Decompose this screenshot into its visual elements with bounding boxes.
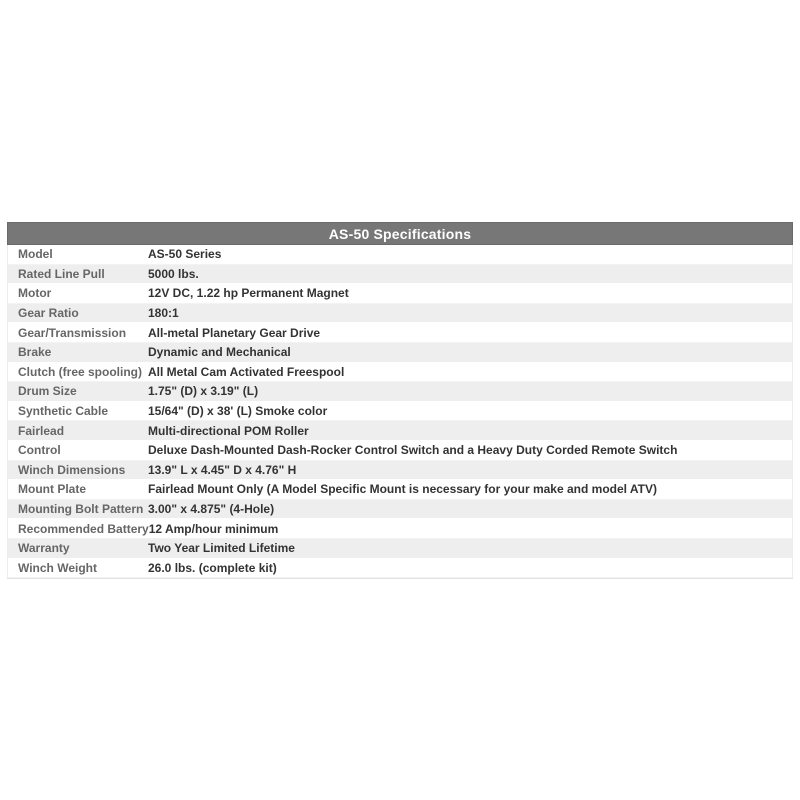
table-row [8,402,792,422]
spec-label: Winch Weight [18,560,97,575]
spec-table-title: AS-50 Specifications [7,222,793,245]
spec-value: 26.0 lbs. (complete kit) [148,560,277,575]
spec-label: Clutch (free spooling) [18,364,142,379]
spec-label: Gear/Transmission [18,325,127,340]
spec-table [7,222,793,579]
table-row [8,304,792,324]
spec-label: Model [18,247,53,262]
spec-label: Rated Line Pull [18,266,105,281]
table-row [8,343,792,363]
spec-label: Gear Ratio [18,306,79,321]
spec-value: Dynamic and Mechanical [148,345,291,360]
table-row [8,461,792,481]
spec-value: AS-50 Series [148,247,222,262]
table-row [8,559,792,579]
spec-label: Brake [18,345,52,360]
spec-value: Deluxe Dash-Mounted Dash-Rocker Control Switch and a Heavy Duty Corded Remote Switch [148,443,678,458]
spec-label: Mount Plate [18,482,86,497]
table-row [8,382,792,402]
spec-value: 5000 lbs. [148,266,199,281]
spec-value: Multi-directional POM Roller [148,423,309,438]
spec-label: Fairlead [18,423,65,438]
table-row [8,363,792,383]
table-row [8,500,792,520]
table-row [8,539,792,559]
spec-label: Winch Dimensions [18,462,126,477]
table-row [8,245,792,265]
spec-value: Fairlead Mount Only (A Model Specific Mount is necessary for your make and model ATV) [148,482,657,497]
spec-value: Two Year Limited Lifetime [148,541,295,556]
spec-label: Mounting Bolt Pattern [18,502,144,517]
spec-label: Recommended Battery [18,521,149,536]
spec-value: All Metal Cam Activated Freespool [148,364,345,379]
table-row [8,421,792,441]
spec-value: 12V DC, 1.22 hp Permanent Magnet [148,286,349,301]
spec-label: Drum Size [18,384,77,399]
spec-value: 180:1 [148,306,179,321]
spec-value: 1.75" (D) x 3.19" (L) [148,384,259,399]
spec-value: 15/64" (D) x 38' (L) Smoke color [148,404,328,419]
spec-value: 12 Amp/hour minimum [148,521,279,536]
spec-table-body [7,245,793,578]
spec-value: 3.00" x 4.875" (4-Hole) [148,502,275,517]
table-row [8,265,792,285]
spec-value: All-metal Planetary Gear Drive [148,325,321,340]
spec-label: Warranty [18,541,70,556]
table-row [8,441,792,461]
table-row [8,284,792,304]
table-row [8,480,792,500]
table-row [8,519,792,539]
spec-label: Motor [18,286,52,301]
spec-value: 13.9" L x 4.45" D x 4.76" H [148,462,297,477]
table-row [8,323,792,343]
spec-label: Control [18,443,61,458]
spec-label: Synthetic Cable [18,404,109,419]
